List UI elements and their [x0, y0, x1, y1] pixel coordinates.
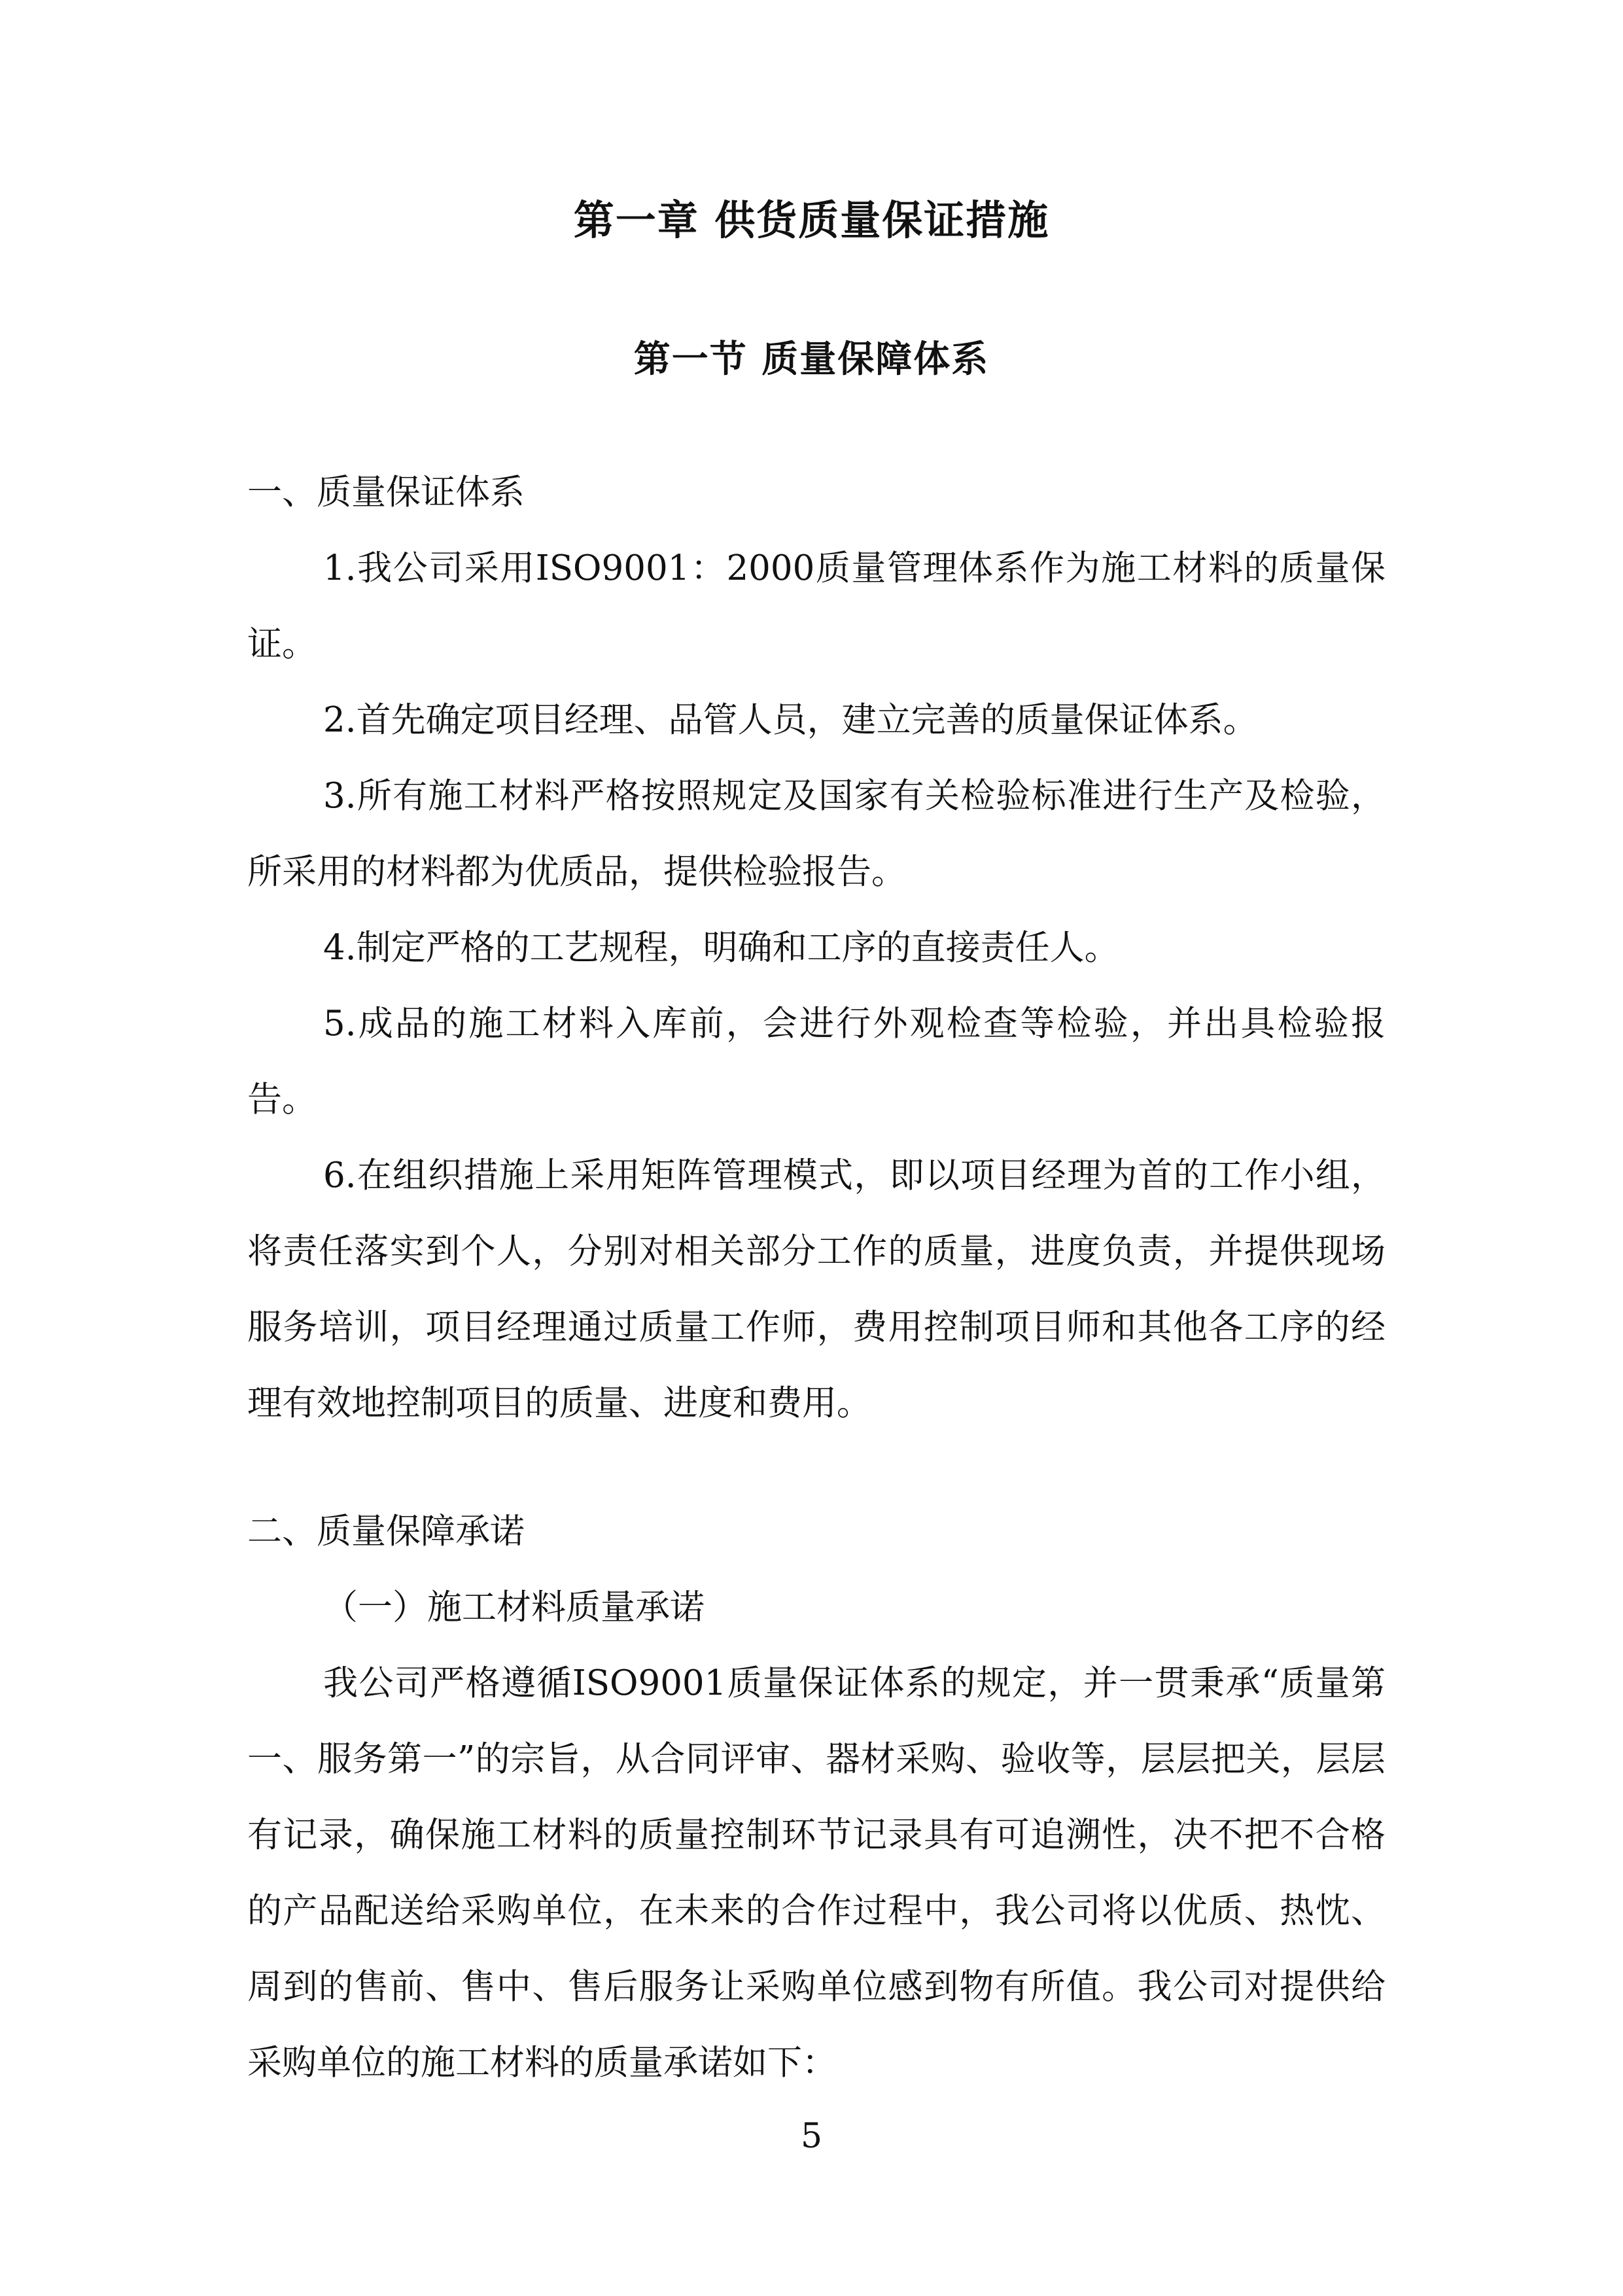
- section-title: 第一节 质量保障体系: [633, 338, 990, 381]
- document-body: [247, 455, 1386, 2101]
- part1-item-6: 6.在组织措施上采用矩阵管理模式，即以项目经理为首的工作小组，将责任落实到个人，分别对相关部分工作的质量，进度负责，并提供现场服务培训，项目经理通过质量工作师，费用控制项目师和其他各工序的经理有效地控制项目的质量、进度和费用。: [247, 1156, 1386, 1423]
- section-gap: [247, 1441, 1386, 1494]
- part1-item-5: 5.成品的施工材料入库前，会进行外观检查等检验，并出具检验报告。: [247, 1004, 1386, 1120]
- page-number: 5: [800, 2117, 823, 2156]
- part1-item-1: 1.我公司采用ISO9001：2000质量管理体系作为施工材料的质量保证。: [247, 548, 1386, 664]
- part2-sub-heading: （一）施工材料质量承诺: [323, 1587, 705, 1627]
- chapter-title: 第一章 供货质量保证措施: [573, 196, 1050, 244]
- part1-item-2: 2.首先确定项目经理、品管人员，建立完善的质量保证体系。: [323, 700, 1258, 740]
- part1-heading: 一、质量保证体系: [247, 472, 525, 512]
- part1-item-3: 3.所有施工材料严格按照规定及国家有关检验标准进行生产及检验，所采用的材料都为优质品，提供检验报告。: [247, 776, 1386, 892]
- part2-heading: 二、质量保障承诺: [247, 1511, 525, 1551]
- part1-item-4: 4.制定严格的工艺规程，明确和工序的直接责任人。: [323, 928, 1119, 968]
- part2-paragraph: 我公司严格遵循ISO9001质量保证体系的规定，并一贯秉承“质量第一、服务第一”的宗旨，从合同评审、器材采购、验收等，层层把关，层层有记录，确保施工材料的质量控制环节记录具有可追溯性，决不把不合格的产品配送给采购单位，在未来的合作过程中，我公司将以优质、热忱、周到的售前、售中、售后服务让采购单位感到物有所值。我公司对提供给采购单位的施工材料的质量承诺如下：: [247, 1663, 1386, 2083]
